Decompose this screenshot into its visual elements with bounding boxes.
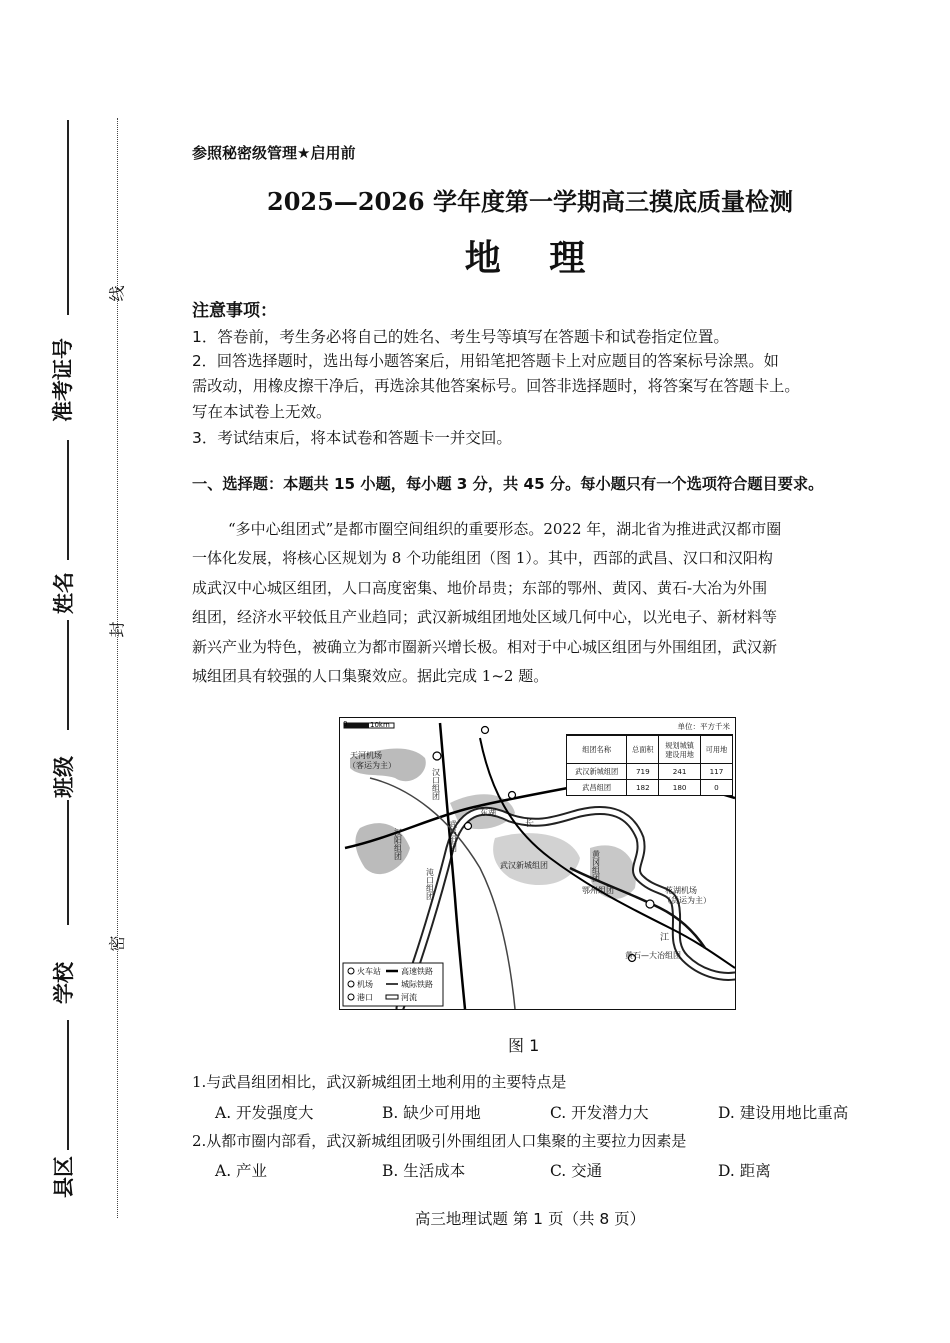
legend-item: 港口	[357, 993, 373, 1002]
figure-map	[339, 717, 736, 1010]
question-option: C. 开发潜力大	[550, 1104, 649, 1122]
seal-text-line: 线	[107, 285, 127, 302]
table-cell: 241	[659, 764, 701, 780]
legend-item: 城际铁路	[401, 980, 433, 989]
passage-line: 城组团具有较强的人口集聚效应。据此完成 1~2 题。	[192, 667, 549, 685]
label-zhuankou: 沌口组团	[425, 868, 435, 900]
table-header: 可用地	[700, 736, 732, 764]
table-cell: 182	[627, 780, 659, 796]
passage-line: 一体化发展，将核心区规划为 8 个功能组团（图 1）。其中，西部的武昌、汉口和汉阳构	[192, 549, 773, 567]
table-row	[567, 764, 733, 780]
airport-icon	[433, 752, 441, 760]
seal-dotted-line	[117, 118, 118, 1218]
legend-item: 火车站	[357, 967, 381, 976]
legend-item: 河流	[401, 993, 417, 1002]
legend-port-icon	[348, 994, 354, 1000]
label-nanhu: 东湖	[480, 808, 496, 817]
label-huangshi: 黄石—大冶组团	[625, 951, 681, 960]
label-xincheng: 武汉新城组团	[500, 861, 548, 870]
question-option: D. 距离	[718, 1162, 771, 1180]
table-unit: 单位：平方千米	[566, 719, 733, 735]
table-cell: 0	[700, 780, 732, 796]
exam-title: 2025—2026 学年度第一学期高三摸底质量检测	[267, 187, 793, 216]
section-heading: 一、选择题：本题共 15 小题，每小题 3 分，共 45 分。每小题只有一个选项符合题目要求。	[192, 475, 824, 493]
legend-river-swatch	[386, 995, 398, 999]
question-stem: 1.与武昌组团相比，武汉新城组团土地利用的主要特点是	[192, 1073, 567, 1091]
table	[566, 735, 733, 796]
label-huahu: 花湖机场	[665, 886, 697, 895]
label-ezhou: 鄂州组团	[582, 886, 614, 895]
question-option: B. 生活成本	[382, 1162, 466, 1180]
table-header: 规划城镇 建设用地	[659, 736, 701, 764]
lake	[493, 833, 580, 885]
name-label: 姓名	[52, 572, 76, 614]
port-icon	[509, 792, 516, 799]
confidential-label: 参照秘密级管理★启用前	[192, 144, 356, 162]
passage-line: “多中心组团式”是都市圈空间组织的重要形态。2022 年，湖北省为推进武汉都市圈	[228, 520, 782, 538]
scale-bar-fill	[344, 723, 369, 728]
passage-line: 新兴产业为特色，被确立为都市圈新兴增长极。相对于中心城区组团与外围组团，武汉新	[192, 638, 778, 656]
label-tianhe: 天河机场	[350, 751, 382, 760]
label-hankou: 汉口组团	[431, 768, 441, 800]
seal-text-seal: 封	[107, 621, 127, 638]
table-cell: 180	[659, 780, 701, 796]
legend-item: 高速铁路	[401, 967, 433, 976]
table-header: 组团名称	[567, 736, 627, 764]
scale-label: 10km	[370, 721, 390, 729]
margin-rule	[67, 800, 69, 925]
margin-rule	[67, 1020, 69, 1150]
label-jiang: 江	[660, 933, 670, 943]
passage-line: 成武汉中心城区组团，人口高度密集、地价昂贵；东部的鄂州、黄冈、黄石-大冶为外围	[192, 579, 768, 597]
passage-line: 组团，经济水平较低且产业趋同；武汉新城组团地处区域几何中心，以光电子、新材料等	[192, 608, 778, 626]
label-tianhe-sub: （客运为主）	[348, 761, 396, 770]
class-label: 班级	[52, 756, 76, 798]
station-icon	[465, 823, 472, 830]
county-label: 县区	[52, 1156, 76, 1198]
notes-heading: 注意事项：	[192, 301, 277, 321]
legend-station-icon	[348, 968, 354, 974]
note-item: 写在本试卷上无效。	[192, 403, 332, 421]
table-row	[567, 780, 733, 796]
seal-text-secret: 密	[107, 935, 127, 952]
table-cell: 117	[700, 764, 732, 780]
page-footer: 高三地理试题 第 1 页（共 8 页）	[414, 1210, 646, 1228]
note-item: 2．回答选择题时，选出每小题答案后，用铅笔把答题卡上对应题目的答案标号涂黑。如	[192, 352, 779, 370]
question-option: A. 开发强度大	[215, 1104, 314, 1122]
table-header: 总面积	[627, 736, 659, 764]
note-item: 需改动，用橡皮擦干净后，再选涂其他答案标号。回答非选择题时，将答案写在答题卡上。	[192, 377, 800, 395]
legend-airport-icon	[348, 981, 354, 987]
label-chang: 长	[525, 819, 535, 829]
school-label: 学校	[52, 962, 76, 1004]
question-option: D. 建设用地比重高	[718, 1104, 849, 1122]
question-option: A. 产业	[215, 1162, 268, 1180]
table-cell: 719	[627, 764, 659, 780]
figure-caption: 图 1	[508, 1036, 540, 1055]
legend-item: 机场	[357, 980, 373, 989]
exam-id-label: 准考证号	[51, 338, 75, 422]
area-table	[566, 719, 733, 796]
question-option: C. 交通	[550, 1162, 603, 1180]
station-icon	[482, 727, 489, 734]
table-cell: 武昌组团	[567, 780, 627, 796]
scale-zero: 0	[343, 720, 348, 728]
label-wuchang: 武昌组团	[448, 820, 458, 852]
margin-rule	[67, 440, 69, 560]
table-cell: 武汉新城组团	[567, 764, 627, 780]
airport-icon	[646, 900, 654, 908]
margin-rule	[67, 620, 69, 730]
note-item: 3．考试结束后，将本试卷和答题卡一并交回。	[192, 429, 512, 447]
margin-rule	[67, 120, 69, 315]
note-item: 1．答卷前，考生务必将自己的姓名、考生号等填写在答题卡和试卷指定位置。	[192, 328, 729, 346]
label-huanggang: 黄冈组团	[591, 850, 601, 882]
label-huahu-sub: （货运为主）	[663, 896, 711, 905]
question-option: B. 缺少可用地	[382, 1104, 481, 1122]
label-hanyang: 汉阳组团	[393, 828, 403, 860]
subject-title: 地 理	[464, 238, 604, 279]
question-stem: 2.从都市圈内部看，武汉新城组团吸引外围组团人口集聚的主要拉力因素是	[192, 1132, 687, 1150]
